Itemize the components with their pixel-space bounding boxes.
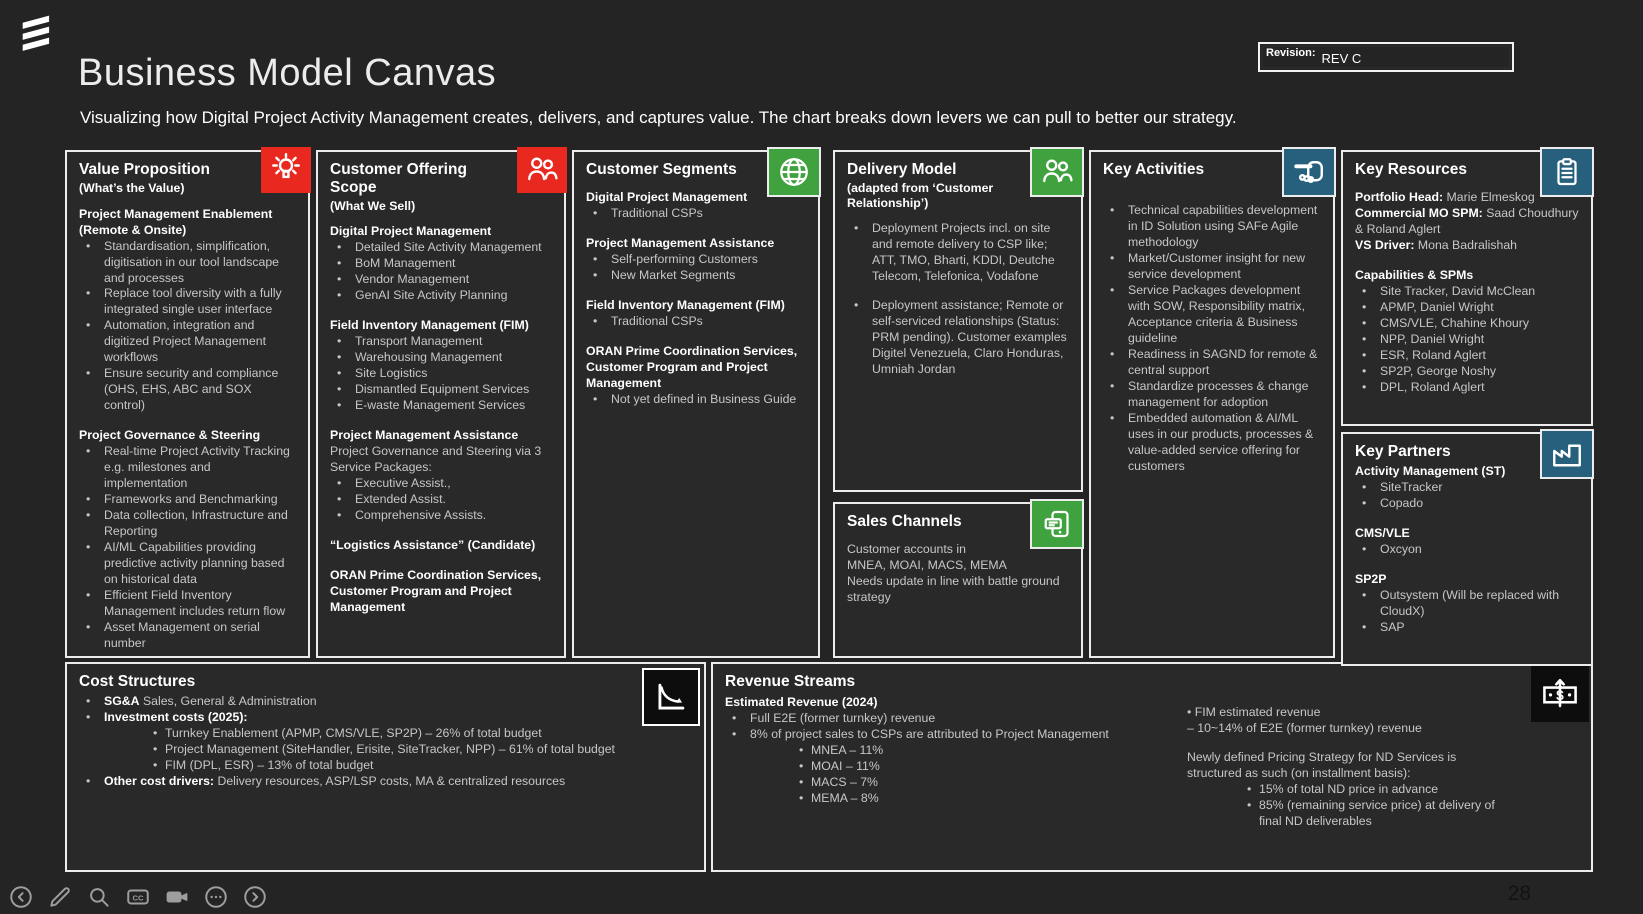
box-title: Customer Segments (586, 161, 737, 178)
viewer-toolbar (8, 884, 268, 910)
revision-label: Revision: (1266, 47, 1316, 59)
bullet-item: • ESR, Roland Aglert (1355, 348, 1579, 364)
section-text: MNEA, MOAI, MACS, MEMA (847, 557, 1007, 572)
bullet-item: • Standardize processes & change management for adoption (1103, 379, 1321, 411)
box-key-resources (1341, 150, 1593, 426)
box-delivery-model (833, 150, 1083, 492)
bold-lead: Commercial MO SPM: (1355, 205, 1483, 220)
bullet-item: • Ensure security and compliance (OHS, EHS, ABC and SOX control) (79, 366, 296, 414)
box-key-partners (1341, 432, 1593, 666)
section-heading: Project Management Assistance (330, 428, 519, 443)
bullet-item: • BoM Management (330, 256, 552, 272)
bullet-item: • Replace tool diversity with a fully integrated single user interface (79, 286, 296, 318)
bullet-item: • Technical capabilities development in ID Solution using SAFe Agile methodology (1103, 203, 1321, 251)
bold-lead: Portfolio Head: (1355, 189, 1444, 204)
bullet-list (330, 334, 552, 414)
bullet-item: • APMP, Daniel Wright (1355, 300, 1579, 316)
bullet-list (586, 252, 806, 284)
section-heading: SP2P (1355, 571, 1387, 586)
box-body (1355, 464, 1579, 636)
box-title: Key Activities (1103, 161, 1205, 178)
bullet-item: • 8% of project sales to CSPs are attributed to Project Management (725, 727, 1187, 743)
bullet-list (1187, 782, 1501, 830)
bullet-item: • Real-time Project Activity Tracking e.g. milestones and implementation (79, 444, 296, 492)
revenue-right-column (1187, 705, 1579, 830)
bullet-item: • Market/Customer insight for new service development (1103, 251, 1321, 283)
section-heading: “Logistics Assistance” (Candidate) (330, 538, 536, 553)
bullet-item: • Deployment assistance; Remote or self-serviced relationships (Status: PRM pending). Customer examples Digitel Venezuela, Claro Honduras, Umniah Jordan (847, 298, 1069, 378)
bullet-item: • Automation, integration and digitized Project Management workflows (79, 318, 296, 366)
globe-icon (767, 147, 821, 197)
bold-lead: SG&A (104, 693, 140, 708)
revenue-left-column (725, 694, 1187, 807)
box-body (586, 190, 806, 408)
bullet-item: • 85% (remaining service price) at delivery of final ND deliverables (1245, 798, 1501, 830)
box-body (79, 207, 296, 653)
bullet-item: • AI/ML Capabilities providing predictive activity planning based on historical data (79, 540, 296, 588)
spacer (330, 414, 552, 427)
box-sales-channels (833, 502, 1083, 658)
section-heading: Estimated Revenue (2024) (725, 694, 878, 709)
bullet-item: • CMS/VLE, Chahine Khoury (1355, 316, 1579, 332)
revision-box (1258, 42, 1514, 72)
section-text: – 10~14% of E2E (former turnkey) revenue (1187, 720, 1422, 735)
bold-lead: Other cost drivers: (104, 773, 215, 788)
spacer (330, 524, 552, 537)
draw-pencil-icon[interactable] (47, 884, 73, 910)
bullet-item: • MEMA – 8% (797, 791, 1187, 807)
box-body (847, 221, 1069, 378)
bullet-item: • Dismantled Equipment Services (330, 382, 552, 398)
bold-lead: Investment costs (2025): (104, 709, 248, 724)
pointing-hand-icon (1282, 147, 1336, 197)
bullet-item: • Site Tracker, David McClean (1355, 284, 1579, 300)
box-title: Key Resources (1355, 161, 1468, 178)
section-heading: Project Management Assistance (586, 235, 775, 250)
bullet-item: • Copado (1355, 496, 1579, 512)
section-text: Customer accounts in (847, 541, 966, 556)
bullet-item: • MNEA – 11% (797, 743, 1187, 759)
bullet-list (79, 774, 692, 790)
bullet-item: • Frameworks and Benchmarking (79, 492, 296, 508)
bullet-item: • Turnkey Enablement (APMP, CMS/VLE, SP2P) – 26% of total budget (151, 726, 692, 742)
bullet-item: • Service Packages development with SOW, Responsibility matrix, Acceptance criteria & Business guideline (1103, 283, 1321, 347)
bullet-item: • Outsystem (Will be replaced with CloudX) (1355, 588, 1579, 620)
closed-captions-icon[interactable] (125, 884, 151, 910)
bold-lead: VS Driver: (1355, 237, 1415, 252)
revision-value: REV C (1321, 51, 1362, 66)
box-title: Customer Offering Scope (330, 161, 467, 196)
bullet-item: • Deployment Projects incl. on site and remote delivery to CSP like; ATT, TMO, Bharti, KDDI, Deutche Telecom, Telefonica, Vodafone (847, 221, 1069, 285)
box-title: Cost Structures (79, 673, 196, 690)
box-title: Delivery Model (847, 161, 957, 178)
spacer (1355, 512, 1579, 525)
bullet-item: • Site Logistics (330, 366, 552, 382)
factory-icon (1540, 429, 1594, 479)
box-title: Value Proposition (79, 161, 210, 178)
clipboard-icon (1540, 147, 1594, 197)
bullet-item: • 15% of total ND price in advance (1245, 782, 1501, 798)
bullet-list (586, 392, 806, 408)
people-icon (517, 147, 567, 193)
section-heading: CMS/VLE (1355, 525, 1410, 540)
bullet-item: • Comprehensive Assists. (330, 508, 552, 524)
bullet-list (1355, 588, 1579, 636)
bullet-item: • DPL, Roland Aglert (1355, 380, 1579, 396)
box-body (79, 694, 692, 790)
svg-text:CC: CC (132, 893, 144, 903)
section-text: Commercial MO SPM: Saad Choudhury & Roland Aglert (1355, 205, 1579, 236)
box-subtitle: (What We Sell) (330, 198, 416, 213)
section-text: VS Driver: Mona Badralishah (1355, 237, 1518, 252)
bullet-item: • Oxcyon (1355, 542, 1579, 558)
bullet-list (79, 710, 692, 726)
section-text: • FIM estimated revenue (1187, 704, 1321, 719)
section-heading: ORAN Prime Coordination Services, Customer Program and Project Management (330, 568, 542, 615)
box-value-proposition (65, 150, 310, 658)
box-subtitle: (What’s the Value) (79, 180, 185, 195)
spacer (330, 554, 552, 567)
bullet-item: • SiteTracker (1355, 480, 1579, 496)
box-subtitle: (adapted from ‘Customer Relationship’) (847, 180, 994, 210)
section-heading: Project Governance & Steering (79, 428, 261, 443)
bullet-item: • Traditional CSPs (586, 314, 806, 330)
bullet-list (725, 711, 1187, 743)
bullet-item: • Extended Assist. (330, 492, 552, 508)
bullet-item: • Detailed Site Activity Management (330, 240, 552, 256)
spacer (586, 222, 806, 235)
revenue-columns (725, 691, 1579, 830)
box-body (1103, 203, 1321, 475)
bullet-list (586, 314, 806, 330)
bullet-list (725, 743, 1187, 807)
box-cost-structures (65, 662, 706, 872)
section-heading: Capabilities & SPMs (1355, 267, 1474, 282)
bullet-item: • Traditional CSPs (586, 206, 806, 222)
section-heading: Project Management Enablement (Remote & Onsite) (79, 206, 273, 237)
company-logo (20, 14, 54, 63)
section-heading: ORAN Prime Coordination Services, Customer Program and Project Management (586, 343, 798, 390)
bullet-item: • Warehousing Management (330, 350, 552, 366)
bullet-item: • Not yet defined in Business Guide (586, 392, 806, 408)
bullet-list (79, 444, 296, 652)
bullet-item: • Full E2E (former turnkey) revenue (725, 711, 1187, 727)
bullet-item: • SP2P, George Noshy (1355, 364, 1579, 380)
spacer (586, 284, 806, 297)
bullet-item: • Self-performing Customers (586, 252, 806, 268)
bullet-item: • Data collection, Infrastructure and Reporting (79, 508, 296, 540)
box-body (1355, 190, 1579, 396)
bullet-list (847, 221, 1069, 285)
spacer (1187, 737, 1501, 750)
spacer (1355, 254, 1579, 267)
bullet-item: • FIM (DPL, ESR) – 13% of total budget (151, 758, 692, 774)
box-title: Key Partners (1355, 443, 1451, 460)
bullet-item: • NPP, Daniel Wright (1355, 332, 1579, 348)
bullet-list (79, 239, 296, 415)
bullet-list (1355, 542, 1579, 558)
record-camera-icon[interactable] (164, 884, 190, 910)
box-title: Sales Channels (847, 513, 962, 530)
bullet-item: • MACS – 7% (797, 775, 1187, 791)
svg-text:$: $ (1556, 687, 1564, 703)
zoom-icon[interactable] (86, 884, 112, 910)
spacer (330, 304, 552, 317)
bullet-list (1355, 284, 1579, 396)
bullet-item: • MOAI – 11% (797, 759, 1187, 775)
section-text: Newly defined Pricing Strategy for ND Services is structured as such (on installment basis): (1187, 749, 1457, 780)
bullet-item: • Vendor Management (330, 272, 552, 288)
section-heading: Field Inventory Management (FIM) (586, 297, 785, 312)
bullet-item: • Efficient Field Inventory Management includes return flow (79, 588, 296, 620)
box-customer-offering-scope (316, 150, 566, 658)
bullet-item: • Asset Management on serial number (79, 620, 296, 652)
bullet-item (79, 710, 692, 726)
bullet-item: • GenAI Site Activity Planning (330, 288, 552, 304)
previous-icon[interactable] (8, 884, 34, 910)
bullet-item: • Embedded automation & AI/ML uses in our products, processes & value-added service offering for customers (1103, 411, 1321, 475)
bullet-item: • E-waste Management Services (330, 398, 552, 414)
spacer (847, 285, 1069, 298)
bullet-item: • Transport Management (330, 334, 552, 350)
page-number: 28 (1507, 882, 1531, 905)
bullet-item: • SG&A Sales, General & Administration (79, 694, 692, 710)
section-text: Portfolio Head: Marie Elmeskog (1355, 189, 1535, 204)
next-icon[interactable] (242, 884, 268, 910)
box-key-activities (1089, 150, 1335, 658)
bullet-list (330, 240, 552, 304)
bullet-list (330, 476, 552, 524)
box-body (847, 542, 1069, 606)
bullet-list (1355, 480, 1579, 512)
bullet-list (79, 726, 692, 774)
bullet-item: • Project Management (SiteHandler, Erisite, SiteTracker, NPP) – 61% of total budget (151, 742, 692, 758)
spacer (1355, 558, 1579, 571)
bullet-list (847, 298, 1069, 378)
spacer (586, 330, 806, 343)
bullet-list (79, 694, 692, 710)
bullet-item: • Other cost drivers: Delivery resources, ASP/LSP costs, MA & centralized resources (79, 774, 692, 790)
bullet-item: • Executive Assist., (330, 476, 552, 492)
money-icon (1531, 666, 1589, 722)
lightbulb-icon (261, 147, 311, 193)
section-text: Project Governance and Steering via 3 Service Packages: (330, 444, 542, 475)
spacer (79, 414, 296, 427)
bullet-item: • New Market Segments (586, 268, 806, 284)
box-body (330, 224, 552, 616)
section-heading: Field Inventory Management (FIM) (330, 318, 529, 333)
box-revenue-streams (711, 662, 1593, 872)
bullet-item: • SAP (1355, 620, 1579, 636)
box-title: Revenue Streams (725, 673, 856, 690)
bullet-item: • Readiness in SAGND for remote & central support (1103, 347, 1321, 379)
mobile-payment-icon (1030, 499, 1084, 549)
bullet-item: • Standardisation, simplification, digitisation in our tool landscape and processes (79, 239, 296, 287)
page-subtitle: Visualizing how Digital Project Activity Management creates, delivers, and captures value. The chart breaks down levers we can pull to better our strategy. (80, 108, 1237, 127)
bullet-list (586, 206, 806, 222)
page-title: Business Model Canvas (78, 52, 497, 94)
section-heading: Digital Project Management (330, 224, 492, 239)
box-customer-segments (572, 150, 820, 658)
more-options-icon[interactable] (203, 884, 229, 910)
section-text: Needs update in line with battle ground strategy (847, 573, 1060, 604)
section-heading: Activity Management (ST) (1355, 463, 1506, 478)
people-icon (1030, 147, 1084, 197)
bullet-list (1103, 203, 1321, 475)
section-heading: Digital Project Management (586, 189, 748, 204)
